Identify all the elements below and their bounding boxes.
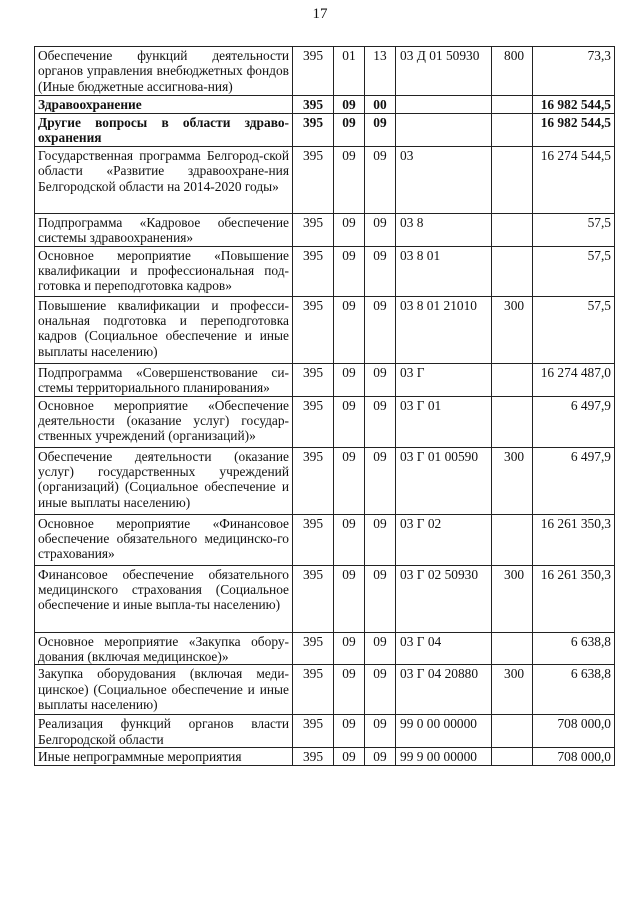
expense-type-cell: 300 — [492, 565, 533, 632]
target-article-cell — [396, 114, 492, 147]
ministry-code-cell: 395 — [293, 146, 334, 213]
target-article-cell — [396, 96, 492, 114]
ministry-code-cell: 395 — [293, 665, 334, 715]
section-code-cell: 09 — [334, 363, 365, 396]
section-code-cell: 09 — [334, 514, 365, 565]
subsection-code-cell: 09 — [365, 748, 396, 766]
subsection-code-cell: 09 — [365, 246, 396, 296]
target-article-cell: 03 Г 02 — [396, 514, 492, 565]
subsection-code-cell: 09 — [365, 363, 396, 396]
section-code-cell: 09 — [334, 748, 365, 766]
target-article-cell: 03 — [396, 146, 492, 213]
row-name-cell: Основное мероприятие «Закупка обору-дования (включая медицинское)» — [35, 632, 293, 665]
table-row — [35, 146, 615, 213]
target-article-cell: 03 8 — [396, 213, 492, 246]
expense-type-cell: 300 — [492, 665, 533, 715]
table-row — [35, 396, 615, 447]
row-name-cell: Закупка оборудования (включая меди-цинское) (Социальное обеспечение и иные выплаты населению) — [35, 665, 293, 715]
page-number: 17 — [312, 6, 328, 22]
row-name-cell: Государственная программа Белгород-ской области «Развитие здравоохране-ния Белгородской области на 2014-2020 годы» — [35, 146, 293, 213]
ministry-code-cell: 395 — [293, 565, 334, 632]
ministry-code-cell: 395 — [293, 296, 334, 363]
ministry-code-cell: 395 — [293, 447, 334, 514]
table-row — [35, 296, 615, 363]
expense-type-cell: 800 — [492, 47, 533, 96]
row-name-cell: Подпрограмма «Кадровое обеспечение системы здравоохранения» — [35, 213, 293, 246]
target-article-cell: 03 8 01 — [396, 246, 492, 296]
subsection-code-cell: 09 — [365, 632, 396, 665]
ministry-code-cell: 395 — [293, 396, 334, 447]
amount-cell: 6 638,8 — [533, 665, 615, 715]
expense-type-cell — [492, 632, 533, 665]
table-row — [35, 748, 615, 766]
expense-type-cell — [492, 246, 533, 296]
target-article-cell: 03 Г 04 20880 — [396, 665, 492, 715]
amount-cell: 16 982 544,5 — [533, 114, 615, 147]
expense-type-cell: 300 — [492, 296, 533, 363]
section-code-cell: 09 — [334, 632, 365, 665]
amount-cell: 708 000,0 — [533, 715, 615, 748]
expense-type-cell: 300 — [492, 447, 533, 514]
ministry-code-cell: 395 — [293, 114, 334, 147]
expense-type-cell — [492, 748, 533, 766]
target-article-cell: 03 Г — [396, 363, 492, 396]
ministry-code-cell: 395 — [293, 213, 334, 246]
subsection-code-cell: 13 — [365, 47, 396, 96]
amount-cell: 16 274 544,5 — [533, 146, 615, 213]
table-row — [35, 114, 615, 147]
amount-cell: 708 000,0 — [533, 748, 615, 766]
ministry-code-cell: 395 — [293, 363, 334, 396]
subsection-code-cell: 09 — [365, 296, 396, 363]
section-code-cell: 09 — [334, 715, 365, 748]
amount-cell: 57,5 — [533, 213, 615, 246]
section-code-cell: 09 — [334, 565, 365, 632]
amount-cell: 6 497,9 — [533, 447, 615, 514]
subsection-code-cell: 09 — [365, 114, 396, 147]
expense-type-cell — [492, 514, 533, 565]
amount-cell: 6 638,8 — [533, 632, 615, 665]
target-article-cell: 99 0 00 00000 — [396, 715, 492, 748]
section-code-cell: 09 — [334, 665, 365, 715]
amount-cell: 16 982 544,5 — [533, 96, 615, 114]
target-article-cell: 03 Д 01 50930 — [396, 47, 492, 96]
subsection-code-cell: 09 — [365, 213, 396, 246]
subsection-code-cell: 09 — [365, 665, 396, 715]
ministry-code-cell: 395 — [293, 514, 334, 565]
target-article-cell: 03 Г 01 00590 — [396, 447, 492, 514]
table-row — [35, 363, 615, 396]
table-row — [35, 565, 615, 632]
subsection-code-cell: 09 — [365, 396, 396, 447]
ministry-code-cell: 395 — [293, 632, 334, 665]
row-name-cell: Обеспечение функций деятельности органов управления внебюджетных фондов (Иные бюджетные ассигнова-ния) — [35, 47, 293, 96]
section-code-cell: 09 — [334, 213, 365, 246]
target-article-cell: 03 Г 04 — [396, 632, 492, 665]
section-code-cell: 09 — [334, 146, 365, 213]
target-article-cell: 03 Г 02 50930 — [396, 565, 492, 632]
amount-cell: 16 274 487,0 — [533, 363, 615, 396]
row-name-cell: Другие вопросы в области здраво-охранения — [35, 114, 293, 147]
subsection-code-cell: 09 — [365, 715, 396, 748]
ministry-code-cell: 395 — [293, 96, 334, 114]
row-name-cell: Обеспечение деятельности (оказание услуг) государственных учреждений (организаций) (Социальное обеспечение и иные выплаты населению) — [35, 447, 293, 514]
table-row — [35, 447, 615, 514]
section-code-cell: 01 — [334, 47, 365, 96]
expense-type-cell — [492, 715, 533, 748]
table-row — [35, 665, 615, 715]
table-row — [35, 213, 615, 246]
row-name-cell: Повышение квалификации и професси-ональная подготовка и переподготовка кадров (Социальное обеспечение и иные выплаты населению) — [35, 296, 293, 363]
section-code-cell: 09 — [334, 246, 365, 296]
target-article-cell: 99 9 00 00000 — [396, 748, 492, 766]
amount-cell: 73,3 — [533, 47, 615, 96]
row-name-cell: Подпрограмма «Совершенствование си-стемы территориального планирования» — [35, 363, 293, 396]
budget-table — [34, 46, 615, 766]
subsection-code-cell: 09 — [365, 146, 396, 213]
table-row — [35, 96, 615, 114]
ministry-code-cell: 395 — [293, 47, 334, 96]
ministry-code-cell: 395 — [293, 715, 334, 748]
row-name-cell: Реализация функций органов власти Белгородской области — [35, 715, 293, 748]
row-name-cell: Основное мероприятие «Обеспечение деятельности (оказание услуг) государ-ственных учреждений (организаций)» — [35, 396, 293, 447]
table-row — [35, 246, 615, 296]
expense-type-cell — [492, 114, 533, 147]
section-code-cell: 09 — [334, 96, 365, 114]
ministry-code-cell: 395 — [293, 246, 334, 296]
table-row — [35, 632, 615, 665]
row-name-cell: Здравоохранение — [35, 96, 293, 114]
section-code-cell: 09 — [334, 396, 365, 447]
expense-type-cell — [492, 363, 533, 396]
subsection-code-cell: 09 — [365, 447, 396, 514]
section-code-cell: 09 — [334, 296, 365, 363]
row-name-cell: Иные непрограммные мероприятия — [35, 748, 293, 766]
target-article-cell: 03 Г 01 — [396, 396, 492, 447]
row-name-cell: Финансовое обеспечение обязательного медицинского страхования (Социальное обеспечение и иные выпла-ты населению) — [35, 565, 293, 632]
table-row — [35, 514, 615, 565]
row-name-cell: Основное мероприятие «Финансовое обеспечение обязательного медицинско-го страхования» — [35, 514, 293, 565]
subsection-code-cell: 09 — [365, 514, 396, 565]
ministry-code-cell: 395 — [293, 748, 334, 766]
table-row — [35, 47, 615, 96]
expense-type-cell — [492, 396, 533, 447]
amount-cell: 57,5 — [533, 246, 615, 296]
budget-table-body — [35, 47, 615, 766]
amount-cell: 57,5 — [533, 296, 615, 363]
table-row — [35, 715, 615, 748]
expense-type-cell — [492, 213, 533, 246]
amount-cell: 16 261 350,3 — [533, 565, 615, 632]
subsection-code-cell: 09 — [365, 565, 396, 632]
row-name-cell: Основное мероприятие «Повышение квалификации и профессиональная под-готовка и переподготовка кадров» — [35, 246, 293, 296]
amount-cell: 16 261 350,3 — [533, 514, 615, 565]
expense-type-cell — [492, 96, 533, 114]
expense-type-cell — [492, 146, 533, 213]
section-code-cell: 09 — [334, 447, 365, 514]
amount-cell: 6 497,9 — [533, 396, 615, 447]
section-code-cell: 09 — [334, 114, 365, 147]
subsection-code-cell: 00 — [365, 96, 396, 114]
target-article-cell: 03 8 01 21010 — [396, 296, 492, 363]
